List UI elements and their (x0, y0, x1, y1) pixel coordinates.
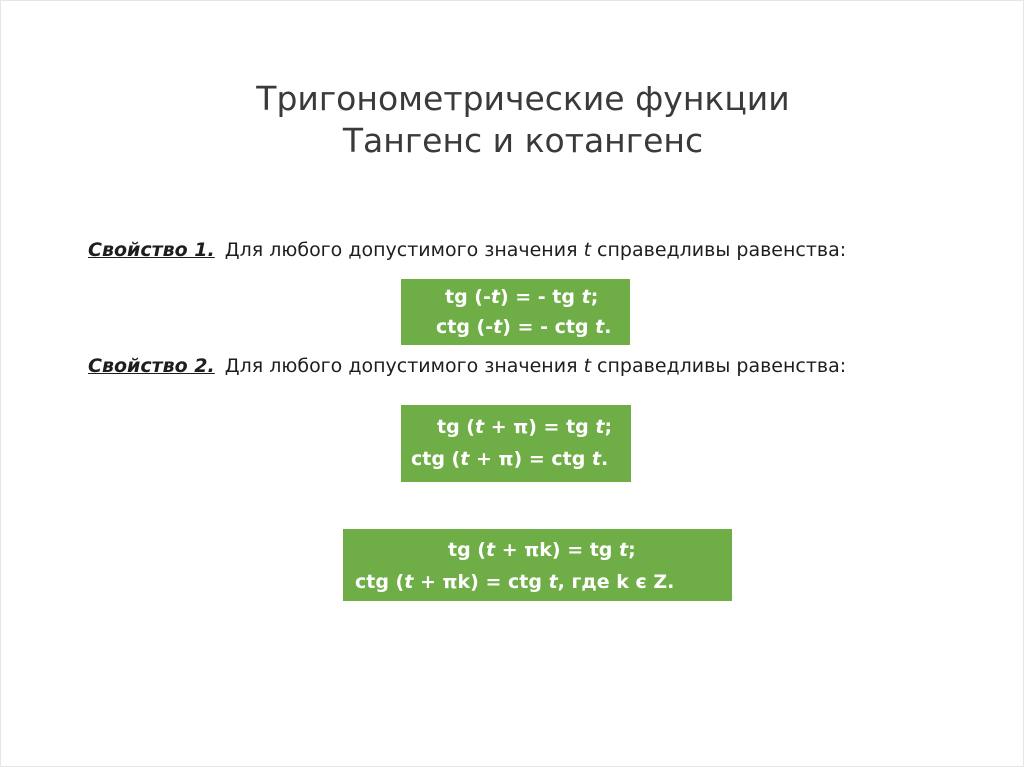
formula-box-3-row-1 (448, 535, 636, 565)
formula-variable: t (474, 416, 485, 438)
property-1-variable: t (583, 239, 592, 261)
formula-text: tg (- (445, 286, 491, 308)
formula-variable: t (493, 316, 503, 338)
formula-variable: t (591, 448, 602, 470)
formula-box-3 (343, 529, 732, 601)
formula-variable: t (619, 539, 629, 561)
formula-variable: t (548, 571, 558, 593)
formula-variable: t (595, 416, 605, 438)
property-1-text-before: Для любого допустимого значения (224, 239, 584, 261)
property-1-text-after: справедливы равенства: (591, 239, 847, 261)
formula-text: ; (590, 286, 599, 308)
formula-box-1-row-1 (445, 282, 598, 312)
formula-text: tg ( (448, 539, 486, 561)
formula-box-1 (401, 279, 630, 345)
formula-text: ; (604, 416, 613, 438)
formula-box-3-row-2 (355, 567, 674, 597)
property-2-statement (88, 354, 846, 378)
formula-text: . (601, 448, 609, 470)
formula-variable: t (404, 571, 414, 593)
formula-variable: t (595, 316, 605, 338)
formula-variable: t (581, 286, 591, 308)
formula-text: ) = - tg (499, 286, 582, 308)
property-2-label: Свойство 2. (88, 355, 215, 377)
formula-text: + π) = tg (484, 416, 596, 438)
property-2-variable: t (583, 355, 592, 377)
formula-box-2 (401, 405, 631, 482)
property-2-text-before: Для любого допустимого значения (224, 355, 584, 377)
slide-title (0, 78, 1024, 162)
title-line-1: Тригонометрические функции (256, 79, 790, 118)
formula-box-2-row-1 (437, 412, 612, 442)
formula-text: ) = - ctg (502, 316, 596, 338)
formula-text: + π) = ctg (469, 448, 592, 470)
formula-variable: t (460, 448, 470, 470)
formula-text: + πk) = tg (495, 539, 620, 561)
formula-text: . (604, 316, 612, 338)
formula-variable: t (490, 286, 500, 308)
formula-text: ctg (- (436, 316, 494, 338)
formula-text: tg ( (437, 416, 475, 438)
formula-box-1-row-2 (436, 312, 611, 342)
formula-text: ctg ( (355, 571, 405, 593)
title-line-2: Тангенс и котангенс (342, 121, 704, 160)
formula-text: + πk) = ctg (413, 571, 549, 593)
property-1-statement (88, 238, 846, 262)
property-2-text-after: справедливы равенства: (591, 355, 847, 377)
formula-box-2-row-2 (411, 444, 608, 474)
formula-text: , где k є Z. (557, 571, 675, 593)
formula-text: ; (628, 539, 636, 561)
formula-text: ctg ( (411, 448, 461, 470)
property-1-label: Свойство 1. (88, 239, 215, 261)
formula-variable: t (485, 539, 496, 561)
